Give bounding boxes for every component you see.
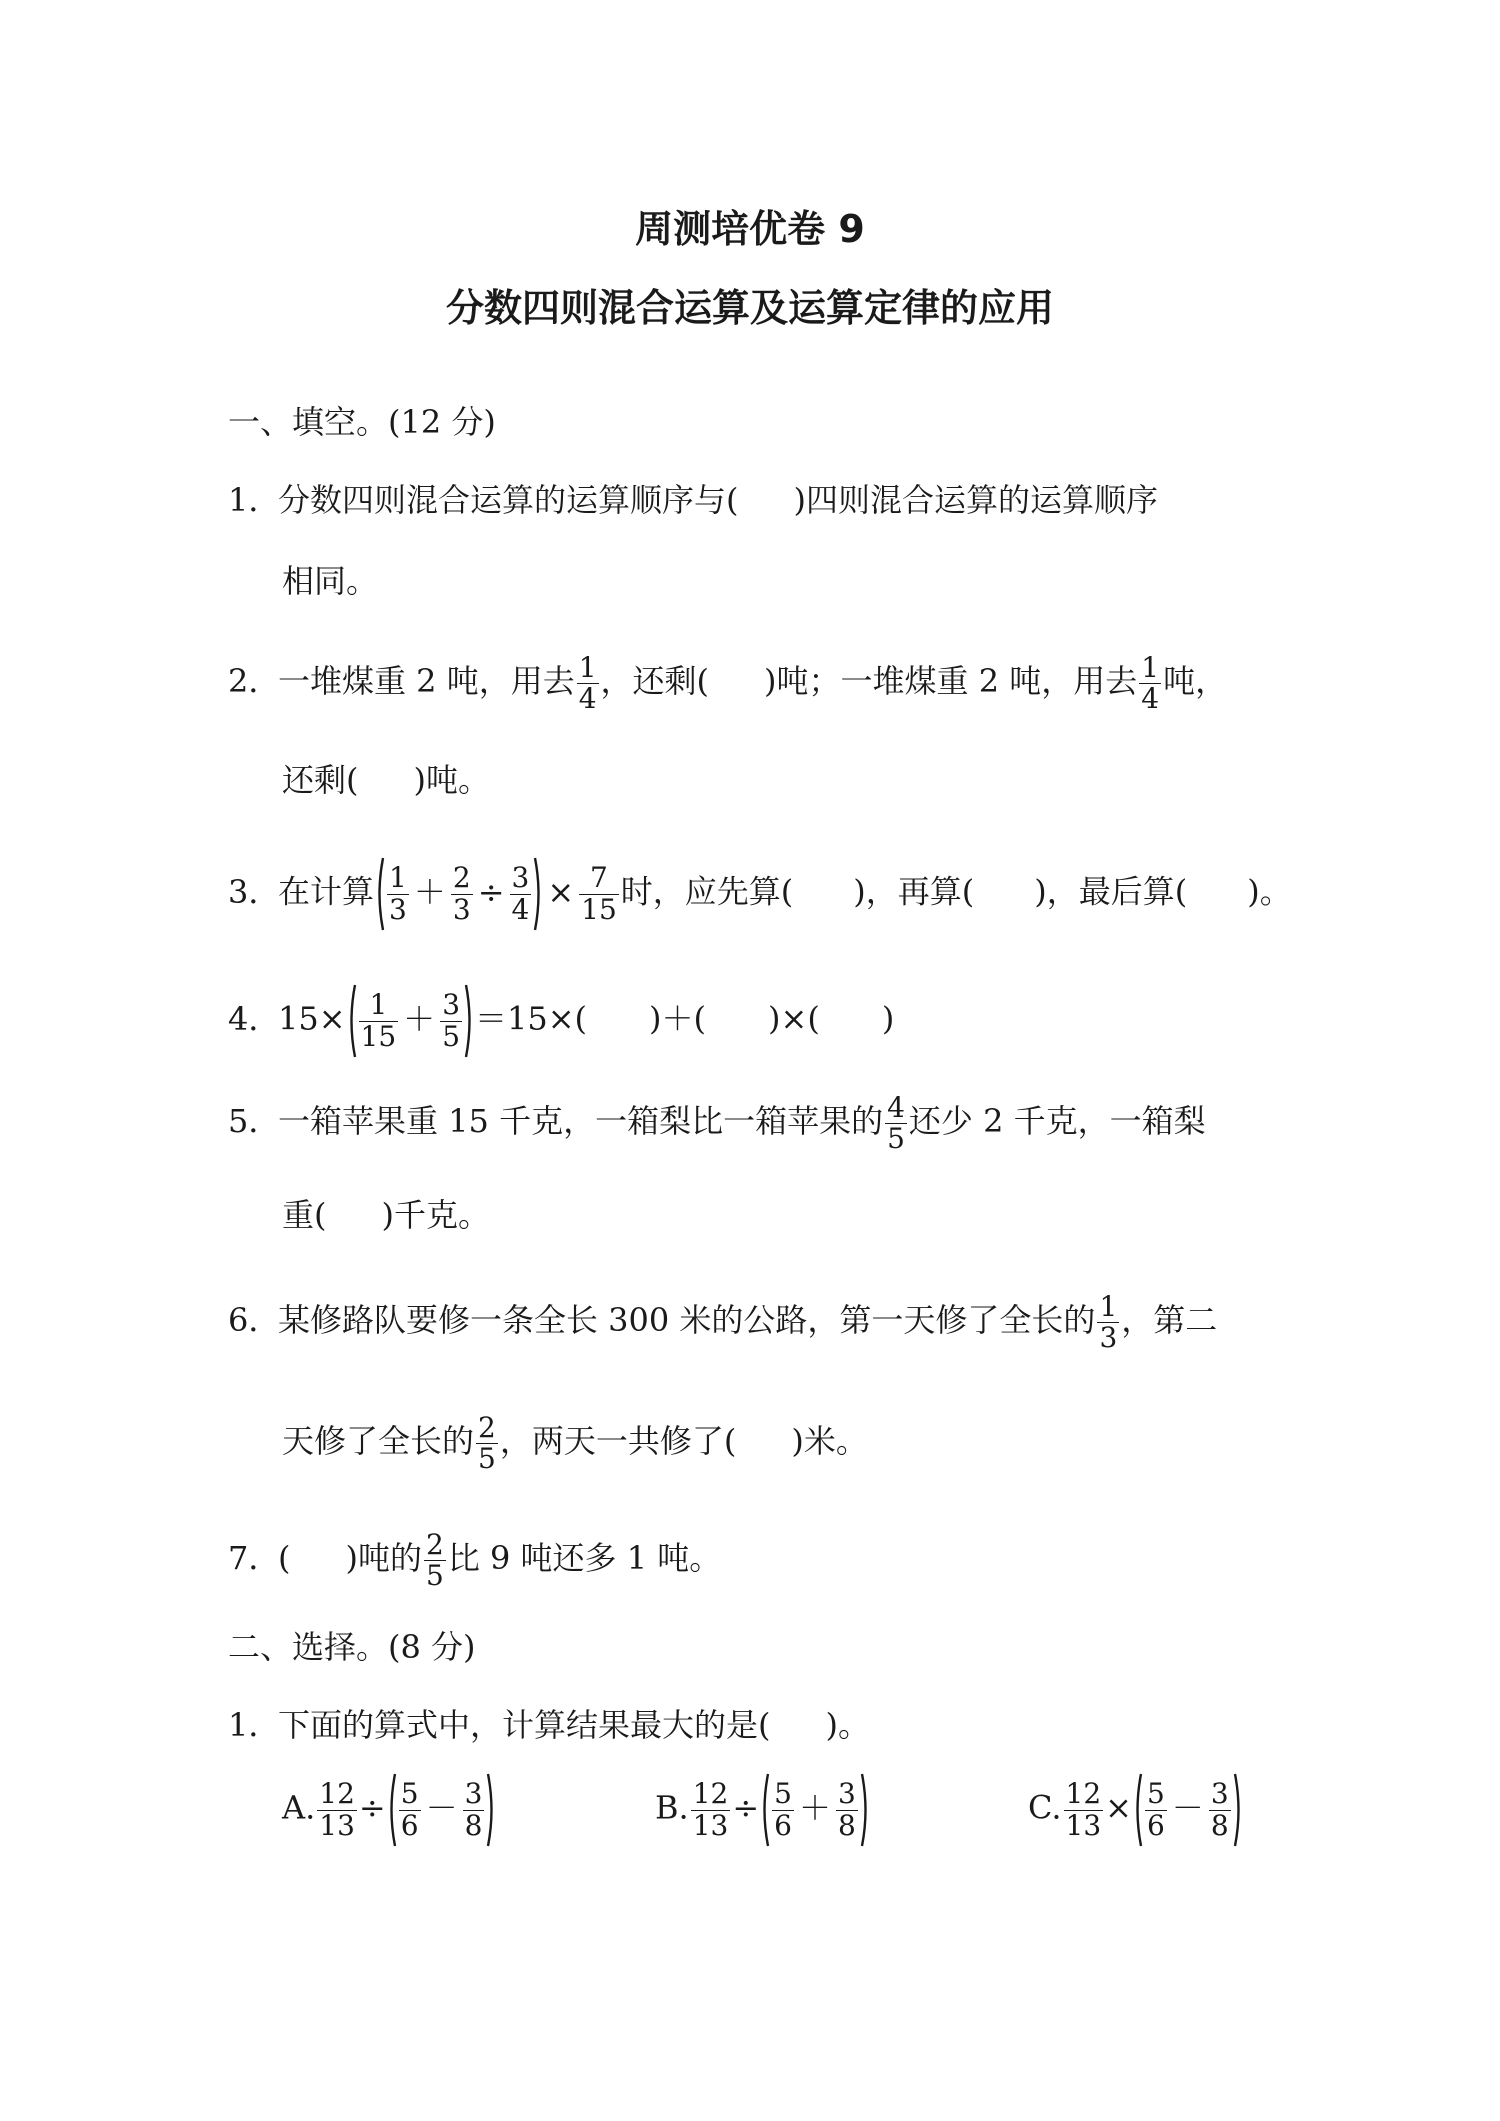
numerator: 12 xyxy=(319,1777,355,1811)
fraction xyxy=(772,1779,794,1840)
question-text: 分数四则混合运算的运算顺序与( xyxy=(278,481,739,519)
denominator: 4 xyxy=(1141,682,1160,716)
operator: ＋ xyxy=(798,1788,831,1827)
question-number: 1． xyxy=(228,481,281,519)
denominator: 6 xyxy=(400,1808,419,1842)
denominator: 3 xyxy=(389,892,407,926)
denominator: 5 xyxy=(887,1122,905,1156)
option-label: A. xyxy=(282,1788,316,1827)
question-1-3 xyxy=(228,856,1292,932)
question-text: 重( xyxy=(282,1196,327,1234)
question-text: 在计算 xyxy=(278,872,375,911)
question-text: )四则混合运算的运算顺序 xyxy=(793,481,1158,519)
fraction xyxy=(691,1779,731,1840)
numerator: 3 xyxy=(511,861,530,895)
denominator: 15 xyxy=(581,892,617,926)
question-number: 3． xyxy=(228,872,281,911)
question-text: 时，应先算( xyxy=(620,872,794,911)
question-text: 一堆煤重 2 吨，用去 xyxy=(278,662,575,701)
fraction xyxy=(1209,1779,1231,1840)
question-text: 还少 2 千克，一箱梨 xyxy=(908,1102,1206,1141)
question-text: )千克。 xyxy=(381,1196,490,1234)
denominator: 8 xyxy=(464,1808,483,1842)
left-parenthesis-icon xyxy=(346,983,357,1059)
denominator: 4 xyxy=(578,682,597,716)
question-1-5-continued xyxy=(282,1196,490,1234)
question-1-4 xyxy=(228,983,894,1059)
page-title: 周测培优卷 9 xyxy=(635,207,865,251)
denominator: 5 xyxy=(425,1559,444,1593)
fraction xyxy=(399,1779,421,1840)
denominator: 3 xyxy=(1099,1321,1118,1355)
right-parenthesis-icon xyxy=(464,983,475,1059)
fraction xyxy=(424,1530,446,1591)
fraction xyxy=(577,653,599,714)
denominator: 15 xyxy=(360,1019,397,1053)
fraction xyxy=(463,1779,485,1840)
divide-operator: ÷ xyxy=(477,872,505,911)
numerator: 5 xyxy=(1146,1777,1165,1811)
denominator: 8 xyxy=(1210,1808,1229,1842)
question-text: 某修路队要修一条全长 300 米的公路，第一天修了全长的 xyxy=(278,1301,1096,1340)
question-text: )。 xyxy=(825,1706,870,1744)
question-text: ＝15×( xyxy=(475,999,588,1038)
operator: ÷ xyxy=(732,1788,760,1827)
question-1-6-continued xyxy=(282,1413,868,1474)
denominator: 6 xyxy=(774,1808,792,1842)
numerator: 4 xyxy=(887,1091,905,1124)
question-text: 下面的算式中，计算结果最大的是( xyxy=(278,1706,771,1744)
right-parenthesis-icon xyxy=(860,1772,871,1848)
denominator: 5 xyxy=(478,1442,496,1476)
operator: × xyxy=(1105,1788,1132,1827)
denominator: 6 xyxy=(1146,1808,1165,1842)
option-b[interactable] xyxy=(655,1772,871,1848)
question-text: ( xyxy=(278,1539,291,1578)
right-parenthesis-icon xyxy=(486,1772,497,1848)
question-text: 吨， xyxy=(1163,662,1228,701)
denominator: 3 xyxy=(452,892,471,926)
fraction xyxy=(579,863,619,924)
question-text: 比 9 吨还多 1 吨。 xyxy=(447,1539,722,1578)
question-text: ，两天一共修了( xyxy=(499,1422,737,1461)
question-text: ，第二 xyxy=(1121,1301,1218,1340)
question-number: 5． xyxy=(228,1102,281,1141)
question-1-2-continued xyxy=(282,761,490,799)
fraction xyxy=(359,990,399,1051)
question-1-6 xyxy=(228,1292,1217,1353)
numerator: 2 xyxy=(478,1411,496,1444)
option-a[interactable] xyxy=(282,1772,497,1848)
question-text: )米。 xyxy=(791,1422,868,1461)
fraction xyxy=(885,1093,907,1154)
numerator: 1 xyxy=(369,988,388,1022)
question-number: 2． xyxy=(228,662,281,701)
times-operator: × xyxy=(547,872,575,911)
fraction xyxy=(387,863,409,924)
right-parenthesis-icon xyxy=(533,856,544,932)
numerator: 3 xyxy=(442,988,461,1022)
fraction xyxy=(451,863,473,924)
fraction xyxy=(1139,653,1161,714)
section-1-heading: 一、填空。(12 分) xyxy=(228,403,496,441)
left-parenthesis-icon xyxy=(1132,1772,1143,1848)
numerator: 2 xyxy=(452,861,471,895)
option-label: C. xyxy=(1028,1788,1062,1827)
fraction xyxy=(836,1779,858,1840)
denominator: 13 xyxy=(1065,1808,1102,1842)
fraction xyxy=(1145,1779,1167,1840)
fraction xyxy=(476,1413,498,1474)
fraction xyxy=(1064,1779,1104,1840)
question-1-2 xyxy=(228,653,1227,714)
option-c[interactable] xyxy=(1028,1772,1244,1848)
question-text: )。 xyxy=(1247,872,1292,911)
left-parenthesis-icon xyxy=(374,856,385,932)
question-text: ，还剩( xyxy=(600,662,710,701)
numerator: 5 xyxy=(774,1777,792,1811)
numerator: 1 xyxy=(578,651,597,684)
numerator: 3 xyxy=(464,1777,483,1811)
option-label: B. xyxy=(655,1788,689,1827)
denominator: 13 xyxy=(319,1808,355,1842)
question-text: )吨的 xyxy=(345,1539,422,1578)
plus-operator: ＋ xyxy=(413,872,446,911)
operator: － xyxy=(1171,1788,1204,1827)
numerator: 5 xyxy=(400,1777,419,1811)
denominator: 4 xyxy=(511,892,530,926)
question-text: )吨。 xyxy=(413,761,490,799)
question-text: ) xyxy=(881,999,895,1038)
question-2-1 xyxy=(228,1706,870,1744)
question-text: )，再算( xyxy=(853,872,975,911)
numerator: 3 xyxy=(837,1777,856,1811)
plus-operator: ＋ xyxy=(403,999,436,1038)
operator: ÷ xyxy=(358,1788,386,1827)
fraction xyxy=(1097,1292,1119,1353)
question-text: 还剩( xyxy=(282,761,359,799)
left-parenthesis-icon xyxy=(759,1772,770,1848)
denominator: 13 xyxy=(692,1808,729,1842)
fraction xyxy=(510,863,532,924)
fraction xyxy=(440,990,462,1051)
question-1-1 xyxy=(228,481,1158,519)
question-text: 天修了全长的 xyxy=(282,1422,475,1461)
denominator: 5 xyxy=(442,1019,461,1053)
numerator: 3 xyxy=(1210,1777,1229,1811)
question-1-5 xyxy=(228,1093,1206,1154)
page-subtitle: 分数四则混合运算及运算定律的应用 xyxy=(445,286,1054,330)
operator: － xyxy=(425,1788,458,1827)
numerator: 1 xyxy=(389,861,407,895)
right-parenthesis-icon xyxy=(1233,1772,1244,1848)
question-1-7 xyxy=(228,1530,721,1591)
question-number: 1． xyxy=(228,1706,281,1744)
left-parenthesis-icon xyxy=(386,1772,397,1848)
question-1-1-continued: 相同。 xyxy=(282,562,379,600)
numerator: 12 xyxy=(1065,1777,1102,1811)
numerator: 2 xyxy=(425,1528,444,1561)
numerator: 12 xyxy=(692,1777,729,1811)
denominator: 8 xyxy=(837,1808,856,1842)
numerator: 1 xyxy=(1141,651,1160,684)
fraction xyxy=(317,1779,357,1840)
question-number: 7． xyxy=(228,1539,281,1578)
question-number: 4． xyxy=(228,999,281,1038)
numerator: 7 xyxy=(590,861,608,895)
question-text: )×( xyxy=(768,999,820,1038)
section-2-heading: 二、选择。(8 分) xyxy=(228,1628,476,1666)
numerator: 1 xyxy=(1099,1290,1118,1323)
question-text: 15× xyxy=(278,999,346,1038)
question-number: 6． xyxy=(228,1301,281,1340)
question-text: )，最后算( xyxy=(1034,872,1188,911)
question-text: )＋( xyxy=(649,999,707,1038)
question-text: 一箱苹果重 15 千克，一箱梨比一箱苹果的 xyxy=(278,1102,884,1141)
question-text: )吨；一堆煤重 2 吨，用去 xyxy=(764,662,1138,701)
